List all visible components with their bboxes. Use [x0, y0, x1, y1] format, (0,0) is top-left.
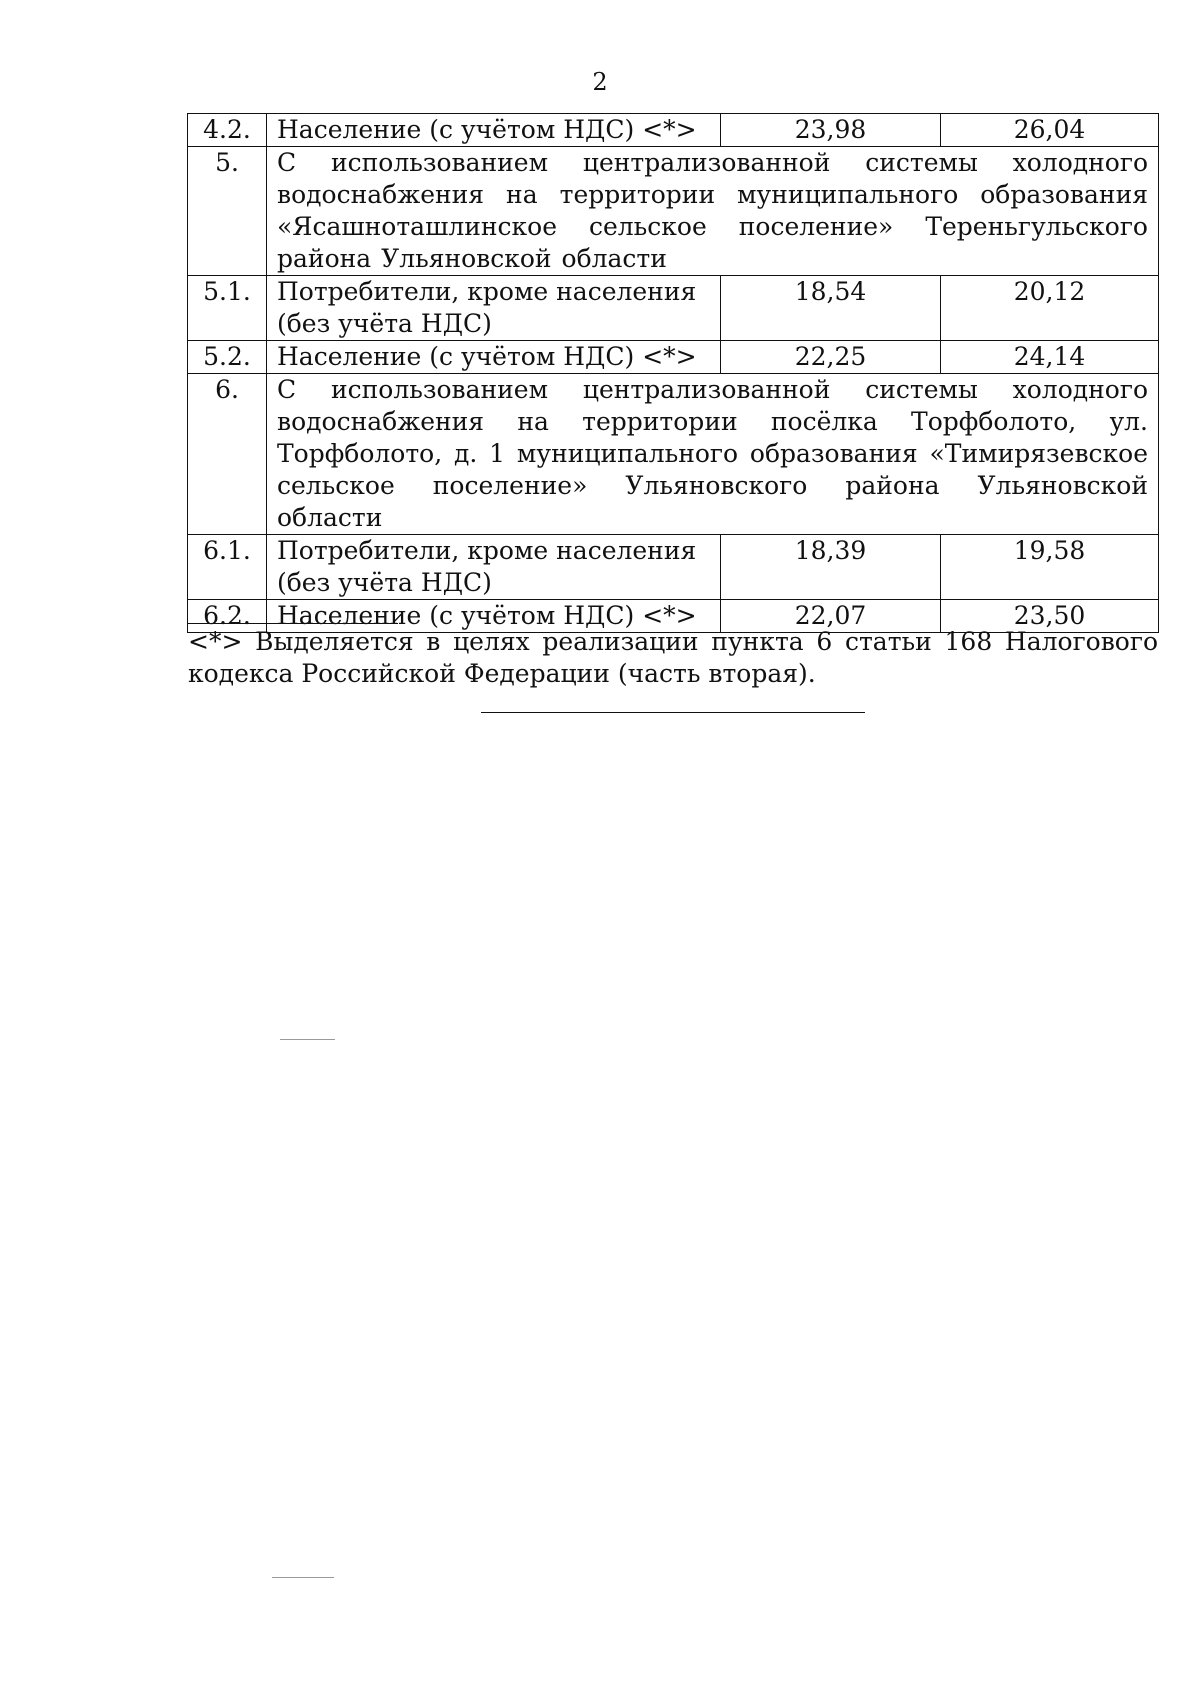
- tariff-value-period-1: 23,98: [721, 114, 941, 147]
- consumer-category: Потребители, кроме населения (без учёта НДС): [267, 535, 721, 600]
- footnote-separator: [188, 623, 398, 624]
- table-row-5-2: [188, 341, 1159, 374]
- tariff-value-period-1: 18,54: [721, 276, 941, 341]
- consumer-category: Население (с учётом НДС) <*>: [267, 341, 721, 374]
- tariff-value-period-2: 23,50: [941, 600, 1159, 633]
- tariff-value-period-1: 18,39: [721, 535, 941, 600]
- consumer-category: Потребители, кроме населения (без учёта НДС): [267, 276, 721, 341]
- tariff-value-period-2: 26,04: [941, 114, 1159, 147]
- section-title: С использованием централизованной системы холодного водоснабжения на территории муниципального образования «Ясашноташлинское сельское поселение» Тереньгульского района Ульяновской области: [267, 147, 1159, 276]
- section-title: С использованием централизованной системы холодного водоснабжения на территории посёлка Торфболото, ул. Торфболото, д. 1 муниципального образования «Тимирязевское сельское поселение» Ульяновского района Ульяновской области: [267, 374, 1159, 535]
- row-number: 4.2.: [188, 114, 267, 147]
- table-row-5-1: [188, 276, 1159, 341]
- footnote: <*> Выделяется в целях реализации пункта 6 статьи 168 Налогового кодекса Российской Федерации (часть вторая).: [188, 627, 1158, 688]
- consumer-category: Население (с учётом НДС) <*>: [267, 114, 721, 147]
- row-number: 5.1.: [188, 276, 267, 341]
- tariff-value-period-2: 19,58: [941, 535, 1159, 600]
- document-end-line: [481, 712, 865, 713]
- scan-artifact-mark: [280, 1039, 335, 1040]
- table-row-6-1: [188, 535, 1159, 600]
- section-number: 6.: [188, 374, 267, 535]
- section-number: 5.: [188, 147, 267, 276]
- consumer-category: Население (с учётом НДС) <*>: [267, 600, 721, 633]
- tariff-value-period-2: 20,12: [941, 276, 1159, 341]
- row-number: 6.1.: [188, 535, 267, 600]
- table-section-row-6: [188, 374, 1159, 535]
- tariff-value-period-1: 22,07: [721, 600, 941, 633]
- table-row-4-2: [188, 114, 1159, 147]
- tariff-value-period-1: 22,25: [721, 341, 941, 374]
- tariff-table: [187, 113, 1159, 633]
- row-number: 6.2.: [188, 600, 267, 633]
- scan-artifact-mark: [272, 1577, 334, 1578]
- tariff-value-period-2: 24,14: [941, 341, 1159, 374]
- page-number: 2: [592, 68, 608, 96]
- table-section-row-5: [188, 147, 1159, 276]
- row-number: 5.2.: [188, 341, 267, 374]
